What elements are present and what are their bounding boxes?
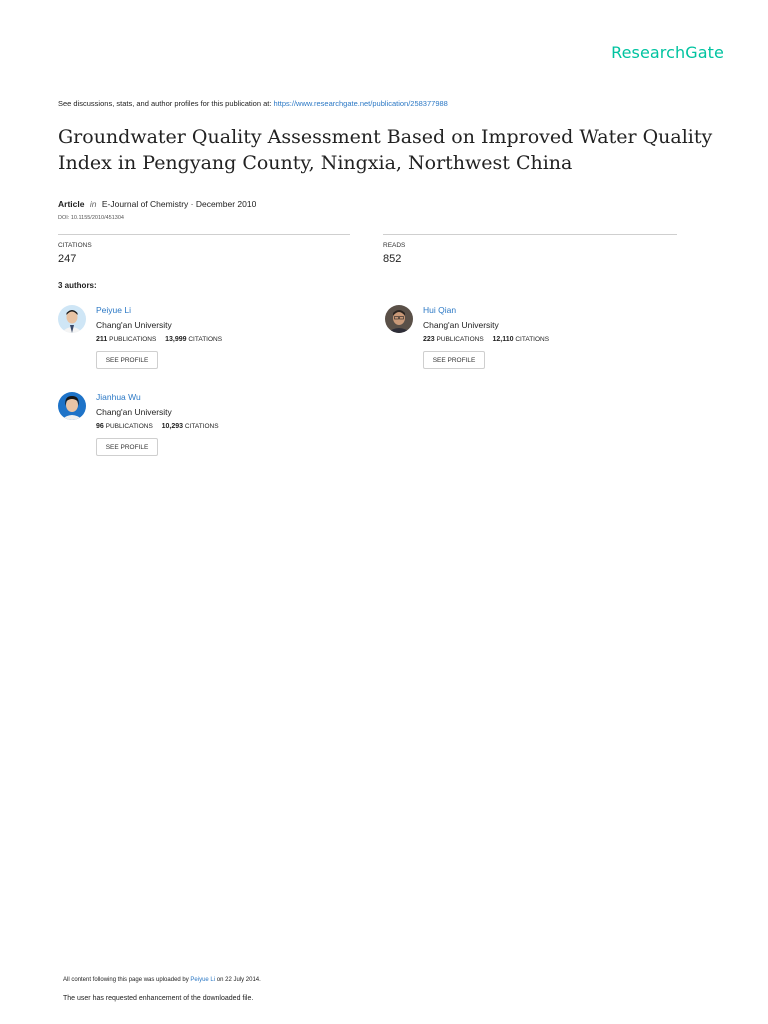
citations-label: CITATIONS (58, 242, 92, 249)
citations-label: CITATIONS (188, 336, 223, 343)
citations-count: 247 (58, 253, 77, 265)
author-institution: Chang'an University (96, 320, 172, 330)
publications-count: 96 (96, 423, 104, 430)
see-profile-button[interactable]: SEE PROFILE (96, 438, 158, 456)
paper-title: Groundwater Quality Assessment Based on Improved Water Quality Index in Pengyang County, Ningxia, Northwest China (58, 126, 713, 174)
reads-count: 852 (383, 253, 402, 265)
divider-reads (383, 234, 677, 235)
avatar[interactable] (58, 392, 86, 420)
avatar[interactable] (58, 305, 86, 333)
author-name[interactable]: Jianhua Wu (96, 392, 141, 402)
publications-label: PUBLICATIONS (109, 336, 157, 343)
discussion-text: See discussions, stats, and author profiles for this publication at: (58, 99, 274, 108)
in-label: in (89, 199, 97, 209)
authors-heading: 3 authors: (58, 281, 97, 290)
citations-label: CITATIONS (515, 336, 550, 343)
upload-prefix: All content following this page was uploaded by (63, 977, 191, 983)
discussion-notice (58, 99, 448, 108)
reads-label: READS (383, 242, 406, 249)
enhancement-notice: The user has requested enhancement of the downloaded file. (63, 995, 254, 1002)
uploader-link[interactable]: Peiyue Li (190, 977, 216, 983)
see-profile-button[interactable]: SEE PROFILE (96, 351, 158, 369)
divider-citations (58, 234, 350, 235)
publications-label: PUBLICATIONS (105, 423, 153, 430)
publication-meta (58, 199, 256, 209)
journal-date: E-Journal of Chemistry · December 2010 (101, 199, 257, 209)
avatar[interactable] (385, 305, 413, 333)
author-stats (423, 336, 549, 343)
publications-count: 211 (96, 336, 108, 343)
author-name[interactable]: Peiyue Li (96, 305, 131, 315)
see-profile-button[interactable]: SEE PROFILE (423, 351, 485, 369)
author-institution: Chang'an University (96, 407, 172, 417)
author-stats (96, 423, 219, 430)
publications-label: PUBLICATIONS (436, 336, 484, 343)
citations-count: 13,999 (165, 336, 187, 343)
publication-link[interactable]: https://www.researchgate.net/publication/258377988 (273, 99, 448, 108)
author-name[interactable]: Hui Qian (423, 305, 457, 315)
citations-count: 10,293 (161, 423, 184, 430)
citations-label: CITATIONS (184, 423, 219, 430)
researchgate-logo[interactable]: ResearchGate (611, 43, 724, 62)
citations-count: 12,110 (492, 336, 514, 343)
upload-notice (63, 977, 261, 983)
author-stats (96, 336, 222, 343)
author-institution: Chang'an University (423, 320, 499, 330)
publications-count: 223 (423, 336, 435, 343)
doi: DOI: 10.1155/2010/451304 (58, 215, 124, 221)
article-type: Article (58, 199, 85, 209)
upload-suffix: on 22 July 2014. (215, 977, 261, 983)
